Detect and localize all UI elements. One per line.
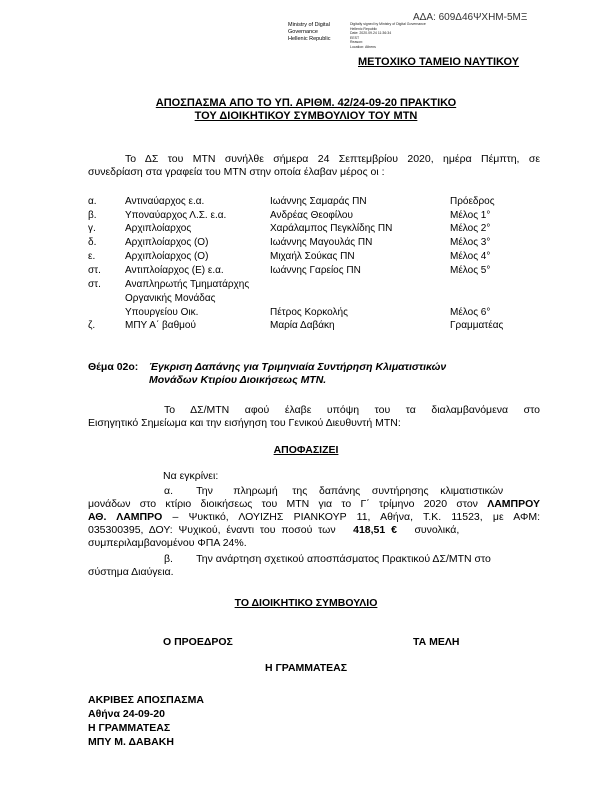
member-name: Πέτρος Κορκολής	[270, 307, 348, 318]
member-letter: στ.	[88, 279, 101, 290]
item-a-line	[88, 511, 540, 524]
item-a-text: μονάδων στο κτίριο διοικήσεως του ΜΤΝ για το Γ΄ τρίμηνο 2020 στον	[88, 498, 488, 510]
topic-line: Μονάδων Κτιρίου Διοικήσεως ΜΤΝ.	[149, 374, 327, 386]
member-name: Ιωάννης Σαμαράς ΠΝ	[270, 196, 367, 207]
contractor-surname: ΛΑΜΠΡΟΥ	[487, 498, 540, 510]
signature-detail-line: Date: 2020.09.24 11:36:34	[350, 31, 392, 36]
item-b-line: σύστημα Διαύγεια.	[88, 566, 174, 578]
approve-label: Να εγκρίνει:	[163, 470, 219, 482]
item-b-paragraph	[88, 553, 540, 579]
signature-issuer-line: Hellenic Republic	[288, 36, 331, 42]
member-role: Μέλος 2°	[450, 223, 491, 234]
topic-line: Έγκριση Δαπάνης για Τριμηνιαία Συντήρηση Κλιματιστικών	[149, 361, 447, 373]
item-a-paragraph	[88, 485, 540, 550]
certified-extract-block	[88, 693, 204, 749]
item-a-line: α. Την πληρωμή της δαπάνης συντήρησης κλιματιστικών	[164, 485, 504, 497]
title-line: ΤΟΥ ΔΙΟΙΚΗΤΙΚΟΥ ΣΥΜΒΟΥΛΙΟΥ ΤΟΥ ΜΤΝ	[194, 110, 418, 122]
digital-signature-details	[350, 22, 426, 50]
signature-detail-line: Reason:	[350, 40, 364, 45]
member-rank: Αρχιπλοίαρχος (Ο)	[125, 251, 209, 262]
footer-line: ΑΚΡΙΒΕΣ ΑΠΟΣΠΑΣΜΑ	[88, 694, 204, 706]
item-a-text: 035300395, ΔΟΥ: Ψυχικού, έναντι του ποσού των	[88, 524, 336, 536]
member-role: Γραμματέας	[450, 320, 504, 331]
signature-detail-line: Location: Athens	[350, 44, 376, 49]
member-name: Ιωάννης Μαγουλάς ΠΝ	[270, 237, 373, 248]
board-heading: ΤΟ ΔΙΟΙΚΗΤΙΚΟ ΣΥΜΒΟΥΛΙΟ	[234, 597, 378, 609]
member-letter: γ.	[88, 223, 96, 234]
footer-line: Η ΓΡΑΜΜΑΤΕΑΣ	[88, 722, 171, 734]
member-letter: α.	[88, 196, 97, 207]
member-rank: Αντιπλοίαρχος (Ε) ε.α.	[125, 265, 224, 276]
member-rank: Υπουργείου Οικ.	[125, 307, 199, 318]
member-role: Μέλος 4°	[450, 251, 491, 262]
contractor-name: ΑΘ. ΛΑΜΠΡΟ	[88, 511, 163, 523]
signature-detail-line: Hellenic Republic	[350, 26, 378, 31]
signature-issuer-line: Ministry of Digital	[288, 22, 330, 28]
signature-detail-line: Digitally signed by Ministry of Digital Governance	[350, 22, 426, 26]
document-title	[0, 97, 612, 123]
member-name: Χαράλαμπος Πεγκλίδης ΠΝ	[270, 223, 393, 234]
consideration-line: Εισηγητικό Σημείωμα και την εισήγηση του Γενικού Διευθυντή ΜΤΝ:	[88, 417, 401, 429]
signature-detail-line: EEST	[350, 35, 360, 40]
member-role: Μέλος 3°	[450, 237, 491, 248]
member-role: Πρόεδρος	[450, 196, 495, 207]
consideration-paragraph	[88, 404, 540, 430]
decision-heading: ΑΠΟΦΑΣΙΖΕΙ	[273, 444, 339, 456]
member-rank: Αρχιπλοίαρχος (Ο)	[125, 237, 209, 248]
member-rank: Αναπληρωτής Τμηματάρχης	[125, 279, 250, 290]
member-name: Ανδρέας Θεοφίλου	[270, 210, 353, 221]
member-letter: δ.	[88, 237, 97, 248]
members-label: ΤΑ ΜΕΛΗ	[413, 636, 460, 648]
member-rank: Υποναύαρχος Λ.Σ. ε.α.	[125, 210, 227, 221]
intro-paragraph	[88, 153, 540, 179]
member-rank: Αντιναύαρχος ε.α.	[125, 196, 205, 207]
intro-line: συνεδρίαση στα γραφεία του ΜΤΝ στην οποία έλαβαν μέρος οι :	[88, 166, 385, 178]
member-role: Μέλος 6°	[450, 307, 491, 318]
ada-code: ΑΔΑ: 609Δ46ΨΧΗΜ-5ΜΞ	[413, 12, 528, 23]
item-a-line	[88, 498, 540, 511]
member-letter: ζ.	[88, 320, 96, 331]
digital-signature-issuer	[288, 22, 331, 43]
footer-line: Αθήνα 24-09-20	[88, 708, 165, 720]
member-letter: στ.	[88, 265, 101, 276]
member-name: Μαρία Δαβάκη	[270, 320, 335, 331]
member-letter: β.	[88, 210, 97, 221]
member-name: Ιωάννης Γαρείος ΠΝ	[270, 265, 361, 276]
president-label: Ο ΠΡΟΕΔΡΟΣ	[163, 636, 233, 648]
member-rank: Οργανικής Μονάδας	[125, 293, 216, 304]
member-name: Μιχαήλ Σούκας ΠΝ	[270, 251, 355, 262]
item-a-text: συνολικά,	[414, 524, 460, 536]
member-role: Μέλος 1°	[450, 210, 491, 221]
amount: 418,51 €	[353, 524, 397, 536]
item-a-text: – Ψυκτικό, ΛΟΥΙΖΗΣ ΡΙΑΝΚΟΥΡ 11, Αθήνα, Τ.Κ. 11523, με ΑΦΜ:	[162, 511, 541, 523]
topic-label: Θέμα 02ο:	[88, 361, 139, 373]
footer-line: ΜΠΥ Μ. ΔΑΒΑΚΗ	[88, 736, 174, 748]
secretary-label: Η ΓΡΑΜΜΑΤΕΑΣ	[264, 662, 348, 674]
member-role: Μέλος 5°	[450, 265, 491, 276]
item-a-line	[88, 524, 540, 537]
organization-name: ΜΕΤΟΧΙΚΟ ΤΑΜΕΙΟ ΝΑΥΤΙΚΟΥ	[358, 56, 520, 68]
member-letter: ε.	[88, 251, 96, 262]
topic-title	[149, 361, 446, 387]
title-line: ΑΠΟΣΠΑΣΜΑ ΑΠΟ ΤΟ ΥΠ. ΑΡΙΘΜ. 42/24-09-20 ΠΡΑΚΤΙΚΟ	[155, 97, 457, 109]
member-rank: ΜΠΥ Α΄ βαθμού	[125, 320, 196, 331]
signature-issuer-line: Governance	[288, 29, 318, 35]
consideration-line: Το ΔΣ/ΜΤΝ αφού έλαβε υπόψη του τα διαλαμβανόμενα στο	[164, 404, 540, 416]
item-b-line: β. Την ανάρτηση σχετικού αποσπάσματος Πρακτικού ΔΣ/ΜΤΝ στο	[164, 553, 491, 565]
intro-line: Το ΔΣ του ΜΤΝ συνήλθε σήμερα 24 Σεπτεμβρίου 2020, ημέρα Πέμπτη, σε	[125, 153, 540, 165]
member-rank: Αρχιπλοίαρχος	[125, 223, 192, 234]
item-a-line: συμπεριλαμβανομένου ΦΠΑ 24%.	[88, 537, 247, 549]
